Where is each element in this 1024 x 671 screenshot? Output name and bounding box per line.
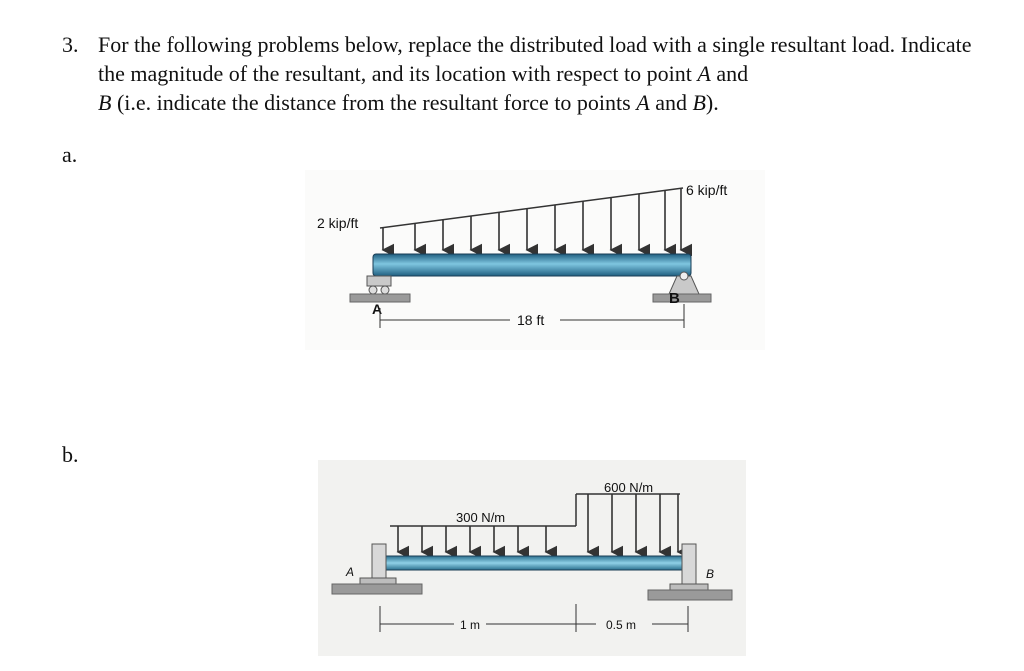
support-b-label-b: B [706,567,715,581]
right-load-label: 6 kip/ft [686,182,728,198]
support-a-label-b: A [346,565,355,579]
support-a-label: A [372,301,383,317]
problem-statement: For the following problems below, replace the distributed load with a single resultant load. Indicate the magnitude of the resultant, and its location with respect to point A and B (i.e. indicate the distance from the resultant force to points A and B). [98,32,972,115]
problem-number: 3. [62,32,79,57]
support-b-label: B [669,290,680,307]
high-load-label: 600 N/m [604,480,654,495]
part-a-label: a. [62,142,78,167]
left-load-label: 2 kip/ft [317,215,359,231]
part-b-label: b. [62,442,79,467]
figure-a [305,170,765,355]
figure-b [318,460,746,661]
beam-a [373,254,691,276]
span-1-label: 1 m [460,618,481,632]
span-2-label: 0.5 m [606,618,637,632]
low-load-label: 300 N/m [456,510,506,525]
beam-b [374,556,694,570]
figure-b-diagram [318,460,746,656]
figure-a-diagram [305,170,765,350]
span-label: 18 ft [517,312,545,328]
